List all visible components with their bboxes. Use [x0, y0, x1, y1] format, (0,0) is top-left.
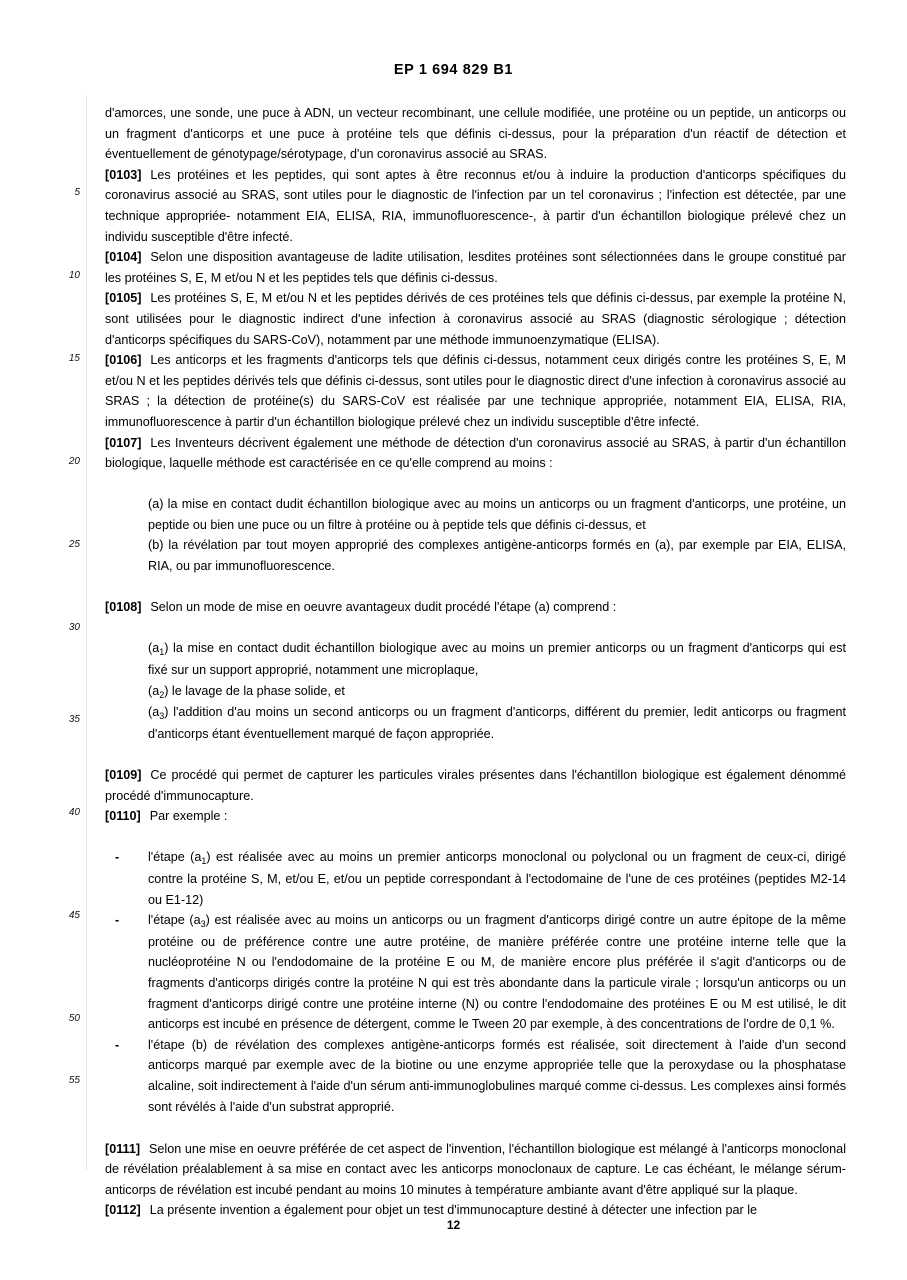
paragraph-0107	[105, 433, 846, 474]
spacer	[105, 827, 846, 848]
paragraph-text: Par exemple :	[149, 809, 228, 824]
paragraph-number: [0111]	[105, 1141, 141, 1156]
list-item-pre: l'étape (b) de révélation des complexes antigène-anticorps formés est réalisée, soit directement à l'aide d'un second anticorps marqué par exemple avec de la biotine ou une enzyme appropriée telle que la peroxydase ou la phosphatase alcaline, soit indirectement à l'aide d'un sérum anti-immunoglobulines marqué comme ci-dessus. Les complexes ainsi formés sont révélés à l'aide d'un substrat approprié.	[148, 1037, 846, 1114]
paragraph-0106	[105, 350, 846, 432]
paragraph-number: [0112]	[105, 1203, 141, 1218]
substep-text: le lavage de la phase solide, et	[171, 683, 345, 698]
paragraph-0110	[105, 806, 846, 827]
substep-label-prefix: (a	[148, 641, 160, 656]
spacer	[105, 577, 846, 598]
line-number: 45	[68, 910, 80, 921]
substep-a2	[148, 681, 846, 703]
method-step-a: (a) la mise en contact dudit échantillon biologique avec au moins un anticorps ou un fragment d'anticorps, une protéine, un peptide ou bien une puce ou un filtre à protéine ou à peptide tels que définis ci-dessus, et	[148, 497, 846, 532]
paragraph-number: [0104]	[105, 250, 142, 265]
bullet-marker-icon: -	[115, 1037, 120, 1052]
list-item	[115, 910, 846, 1035]
line-number: 35	[68, 714, 80, 725]
spacer	[105, 1118, 846, 1139]
paragraph-number: [0106]	[105, 353, 142, 368]
paragraph-0104	[105, 247, 846, 288]
substep-a1	[148, 638, 846, 680]
text-column	[105, 103, 846, 1221]
paragraph-text: Selon un mode de mise en oeuvre avantageux dudit procédé l'étape (a) comprend :	[150, 600, 617, 615]
line-number: 5	[74, 187, 80, 198]
paragraph-number: [0107]	[105, 435, 142, 450]
substep-a3	[148, 702, 846, 744]
bullet-marker-icon: -	[115, 850, 120, 865]
paragraph-0105	[105, 288, 846, 350]
paragraph-text: Ce procédé qui permet de capturer les particules virales présentes dans l'échantillon biologique est également dénommé procédé d'immunocapture.	[105, 768, 846, 803]
substep-label-suffix: )	[164, 705, 169, 720]
line-number: 50	[68, 1013, 80, 1024]
substep-label-subscript: 3	[159, 711, 165, 722]
paragraph-text: Selon une mise en oeuvre préférée de cet aspect de l'invention, l'échantillon biologique est mélangé à l'anticorps monoclonal de révélation préalablement à sa mise en contact avec les anticorps monoclonaux de capture. Le cas échéant, le mélange sérum-anticorps de révélation est incubé pendant au moins 10 minutes à température ambiante avant d'être appliqué sur la plaque.	[105, 1141, 846, 1197]
method-step-b: (b) la révélation par tout moyen approprié des complexes antigène-anticorps formés en (a), par exemple par EIA, ELISA, RIA, ou par immunofluorescence.	[148, 538, 846, 574]
list-item-subscript: 1	[201, 856, 207, 867]
example-bullet-list	[105, 847, 846, 1118]
substep-text: la mise en contact dudit échantillon biologique avec au moins un premier anticorps ou un fragment d'anticorps qui est fixé sur un support approprié, notamment une microplaque,	[148, 641, 846, 678]
substep-label-suffix: )	[164, 683, 169, 698]
substep-label-prefix: (a	[148, 683, 160, 698]
spacer	[105, 618, 846, 639]
paragraph-0103	[105, 165, 846, 247]
line-number: 20	[68, 456, 80, 467]
line-number: 10	[68, 270, 80, 281]
list-item-post: ) est réalisée avec au moins un premier anticorps monoclonal ou polyclonal ou un fragment de ceux-ci, dirigé contre la protéine S, M, et/ou E, et/ou un peptide correspondant à l'ectodomaine de l'une de ces protéines (peptides M2-14 ou E1-12)	[148, 850, 846, 907]
paragraph-0111	[105, 1139, 846, 1201]
paragraph-text: Les protéines et les peptides, qui sont aptes à être reconnus et/ou à induire la production d'anticorps spécifiques du coronavirus associé au SRAS, sont utiles pour le diagnostic de l'infection par un tel coronavirus ; l'infection est détectée, par une technique appropriée- notamment EIA, ELISA, RIA, immunofluorescence-, à partir d'un échantillon biologique prélevé chez un individu susceptible d'être infecté.	[105, 167, 846, 244]
substep-label-prefix: (a	[148, 705, 160, 720]
paragraph-text: Les Inventeurs décrivent également une méthode de détection d'un coronavirus associé au SRAS, à partir d'un échantillon biologique, laquelle méthode est caractérisée en ce qu'elle comprend au moins :	[105, 435, 846, 471]
paragraph-text: Selon une disposition avantageuse de ladite utilisation, lesdites protéines sont sélectionnées dans le groupe constitué par les protéines S, E, M et/ou N et les peptides tels que définis ci-dessus.	[105, 250, 846, 285]
line-number: 25	[68, 539, 80, 550]
line-number: 30	[68, 622, 80, 633]
substep-label-suffix: )	[164, 641, 169, 656]
list-item	[115, 1035, 846, 1118]
paragraph-0109	[105, 765, 846, 806]
list-item-post: ) est réalisée avec au moins un anticorps ou un fragment d'anticorps dirigé contre un autre épitope de la même protéine ou de préférence contre une autre protéine, de manière préférée contre une protéine interne telle que la nucléoprotéine N ou l'endodomaine de la protéine E ou M, de manière encore plus préférée il s'agit d'anticorps ou de fragments d'anticorps dirigés contre la protéine N qui est très abondante dans la particule virale ; lorsqu'un anticorps ou un fragment d'anticorps dirigé contre une protéine interne (N) ou contre l'endodomaine des protéines E ou M est utilisé, le dit anticorps est incubé en présence de détergent, comme le Tween 20 par exemple, à des concentrations de l'ordre de 0,1 %.	[148, 913, 846, 1032]
continued-paragraph	[105, 103, 846, 165]
line-number: 15	[68, 353, 80, 364]
paragraph-number: [0103]	[105, 167, 142, 182]
substep-label-subscript: 1	[159, 647, 165, 658]
list-item-pre: l'étape (a	[148, 850, 202, 865]
paragraph-0108	[105, 597, 846, 618]
list-item-subscript: 3	[200, 919, 206, 930]
line-number: 40	[68, 807, 80, 818]
list-item-pre: l'étape (a	[148, 913, 201, 928]
left-margin-rule	[86, 95, 87, 1170]
paragraph-text: La présente invention a également pour objet un test d'immunocapture destiné à détecter une infection par le	[149, 1203, 758, 1218]
page-number: 12	[446, 1218, 461, 1232]
continued-paragraph-text: d'amorces, une sonde, une puce à ADN, un vecteur recombinant, une cellule modifiée, une protéine ou un peptide, un anticorps ou un fragment d'anticorps et une puce à protéine tels que définis ci-dessus, pour la préparation d'un réactif de détection et éventuellement de génotypage/sérotypage, d'un coronavirus associé au SRAS.	[105, 106, 846, 162]
list-item	[115, 847, 846, 910]
document-header: EP 1 694 829 B1	[393, 62, 514, 78]
spacer	[105, 474, 846, 495]
spacer	[105, 744, 846, 765]
paragraph-number: [0105]	[105, 291, 142, 306]
paragraph-number: [0110]	[105, 809, 141, 824]
line-number: 55	[68, 1075, 80, 1086]
substep-label-subscript: 2	[159, 689, 165, 700]
paragraph-number: [0109]	[105, 768, 142, 782]
substep-text: l'addition d'au moins un second anticorps ou un fragment d'anticorps, différent du premier, ledit anticorps ou fragment d'anticorps étant éventuellement marqué de façon appropriée.	[148, 705, 846, 741]
paragraph-text: Les anticorps et les fragments d'anticorps tels que définis ci-dessus, notamment ceux dirigés contre les protéines S, E, M et/ou N et les peptides dérivés tels que définis ci-dessus, sont utiles pour le diagnostic direct d'une infection à coronavirus associé au SRAS ; la détection de protéine(s) du SARS-CoV est réalisée par une technique appropriée, notamment EIA, ELISA, RIA, immunofluorescence à partir d'un échantillon biologique prélevé chez un individu susceptible d'être infecté.	[105, 353, 846, 429]
paragraph-number: [0108]	[105, 600, 142, 615]
bullet-marker-icon: -	[115, 913, 120, 928]
paragraph-text: Les protéines S, E, M et/ou N et les peptides dérivés de ces protéines tels que définis ci-dessus, par exemple la protéine N, sont utilisées pour le diagnostic indirect d'une infection à coronavirus associé au SRAS (diagnostic sérologique ; détection d'anticorps spécifiques du SARS-CoV), notamment par une méthode immunoenzymatique (ELISA).	[105, 291, 846, 347]
